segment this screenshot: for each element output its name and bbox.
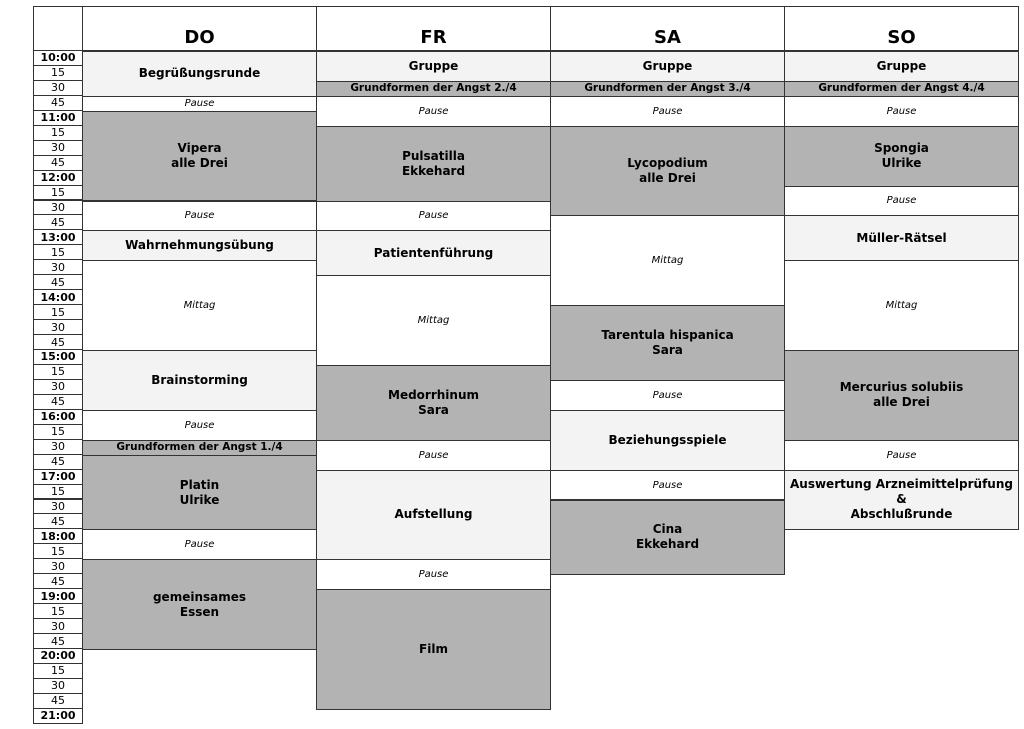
session-text: Pause bbox=[184, 419, 215, 431]
time-label: 15 bbox=[33, 663, 83, 679]
break-block bbox=[550, 96, 785, 127]
session-text: Ekkehard bbox=[635, 537, 700, 552]
time-label: 45 bbox=[33, 513, 83, 529]
session-block bbox=[550, 51, 785, 82]
day-header-fr: FR bbox=[316, 6, 551, 51]
session-text: Pause bbox=[418, 105, 449, 117]
time-label: 30 bbox=[33, 259, 83, 275]
break-block bbox=[784, 440, 1019, 471]
session-text: Abschlußrunde bbox=[850, 507, 953, 522]
time-label: 15 bbox=[33, 65, 83, 81]
session-text: Wahrnehmungsübung bbox=[125, 238, 274, 253]
time-label: 30 bbox=[33, 80, 83, 96]
time-label: 15 bbox=[33, 424, 83, 440]
time-label: 16:00 bbox=[33, 409, 83, 425]
session-block bbox=[784, 126, 1019, 187]
session-block bbox=[550, 305, 785, 381]
time-label: 30 bbox=[33, 558, 83, 574]
time-label: 45 bbox=[33, 454, 83, 470]
session-block bbox=[316, 51, 551, 82]
session-text: alle Drei bbox=[171, 156, 228, 171]
break-block bbox=[316, 440, 551, 471]
session-text: Begrüßungsrunde bbox=[138, 66, 261, 81]
session-text: Gruppe bbox=[642, 58, 693, 73]
session-block bbox=[550, 81, 785, 97]
session-text: Müller-Rätsel bbox=[856, 230, 947, 245]
time-label: 15 bbox=[33, 185, 83, 201]
time-label: 15 bbox=[33, 603, 83, 619]
session-text: Grundformen der Angst 2./4 bbox=[350, 82, 517, 95]
time-label: 18:00 bbox=[33, 528, 83, 544]
day-header-sa: SA bbox=[550, 6, 785, 51]
time-label: 45 bbox=[33, 274, 83, 290]
session-block bbox=[784, 215, 1019, 261]
session-text: Grundformen der Angst 3./4 bbox=[584, 82, 751, 95]
session-text: Mittag bbox=[417, 315, 450, 327]
session-block bbox=[82, 455, 317, 531]
session-block bbox=[82, 230, 317, 261]
session-text: Pause bbox=[418, 449, 449, 461]
break-block bbox=[784, 96, 1019, 127]
time-label: 30 bbox=[33, 618, 83, 634]
time-label: 45 bbox=[33, 633, 83, 649]
time-label: 30 bbox=[33, 140, 83, 156]
session-text: Pause bbox=[886, 105, 917, 117]
session-text: Spongia bbox=[874, 141, 929, 156]
session-block bbox=[784, 51, 1019, 82]
break-block bbox=[82, 201, 317, 232]
session-text: Film bbox=[419, 641, 448, 656]
session-text: Mittag bbox=[885, 300, 918, 312]
day-header-so: SO bbox=[784, 6, 1019, 51]
session-text: Pause bbox=[184, 539, 215, 551]
session-text: Sara bbox=[652, 343, 683, 358]
time-label: 15 bbox=[33, 125, 83, 141]
break-block bbox=[316, 559, 551, 590]
session-block bbox=[316, 230, 551, 276]
break-block bbox=[82, 410, 317, 441]
session-text: Pause bbox=[418, 569, 449, 581]
session-block bbox=[316, 470, 551, 561]
session-block bbox=[784, 470, 1019, 531]
session-text: Pause bbox=[652, 389, 683, 401]
time-label: 30 bbox=[33, 499, 83, 515]
time-label: 12:00 bbox=[33, 170, 83, 186]
session-text: Auswertung Arzneimittelprüfung bbox=[790, 477, 1013, 492]
session-text: Pause bbox=[886, 449, 917, 461]
session-block bbox=[82, 111, 317, 202]
time-label: 45 bbox=[33, 214, 83, 230]
session-text: Ekkehard bbox=[401, 163, 466, 178]
break-block bbox=[784, 260, 1019, 351]
session-text: Ulrike bbox=[881, 156, 922, 171]
session-text: Pause bbox=[652, 105, 683, 117]
session-text: Pause bbox=[184, 98, 215, 110]
session-text: Beziehungsspiele bbox=[608, 432, 727, 447]
session-text: Medorrhinum bbox=[388, 387, 479, 402]
time-label: 45 bbox=[33, 693, 83, 709]
session-text: & bbox=[896, 492, 907, 507]
session-block bbox=[316, 81, 551, 97]
session-text: Grundformen der Angst 1./4 bbox=[116, 441, 283, 454]
time-label: 10:00 bbox=[33, 50, 83, 66]
session-block bbox=[550, 500, 785, 576]
session-block bbox=[316, 589, 551, 710]
session-text: Mittag bbox=[651, 255, 684, 267]
session-block bbox=[316, 365, 551, 441]
corner-cell bbox=[33, 6, 83, 51]
session-text: Patientenführung bbox=[373, 245, 494, 260]
session-text: Mittag bbox=[183, 300, 216, 312]
session-text: alle Drei bbox=[873, 395, 930, 410]
time-label: 21:00 bbox=[33, 708, 83, 724]
time-label: 30 bbox=[33, 379, 83, 395]
time-label: 30 bbox=[33, 319, 83, 335]
session-text: gemeinsames bbox=[152, 589, 247, 604]
time-label: 45 bbox=[33, 95, 83, 111]
session-text: Essen bbox=[179, 604, 220, 619]
break-block bbox=[550, 215, 785, 306]
session-text: Aufstellung bbox=[394, 507, 473, 522]
time-label: 15:00 bbox=[33, 349, 83, 365]
session-text: Brainstorming bbox=[151, 372, 248, 387]
break-block bbox=[316, 96, 551, 127]
time-label: 20:00 bbox=[33, 648, 83, 664]
session-text: Mercurius solubiis bbox=[839, 380, 964, 395]
session-text: Platin bbox=[179, 477, 220, 492]
session-text: Lycopodium bbox=[627, 156, 708, 171]
session-text: Tarentula hispanica bbox=[601, 328, 734, 343]
time-label: 15 bbox=[33, 484, 83, 500]
time-label: 30 bbox=[33, 439, 83, 455]
break-block bbox=[550, 470, 785, 501]
session-block bbox=[550, 126, 785, 217]
time-label: 14:00 bbox=[33, 289, 83, 305]
break-block bbox=[316, 201, 551, 232]
break-block bbox=[550, 380, 785, 411]
session-text: Ulrike bbox=[179, 492, 220, 507]
time-label: 15 bbox=[33, 304, 83, 320]
session-block bbox=[784, 350, 1019, 441]
session-text: Pause bbox=[184, 210, 215, 222]
session-text: Pause bbox=[652, 479, 683, 491]
time-label: 19:00 bbox=[33, 588, 83, 604]
session-text: Gruppe bbox=[408, 58, 459, 73]
session-text: alle Drei bbox=[639, 171, 696, 186]
time-label: 15 bbox=[33, 244, 83, 260]
session-text: Grundformen der Angst 4./4 bbox=[818, 82, 985, 95]
break-block bbox=[82, 529, 317, 560]
session-block bbox=[784, 81, 1019, 97]
time-label: 45 bbox=[33, 394, 83, 410]
session-text: Pause bbox=[418, 210, 449, 222]
session-text: Pause bbox=[886, 195, 917, 207]
session-text: Vipera bbox=[177, 141, 222, 156]
break-block bbox=[82, 96, 317, 112]
session-text: Sara bbox=[418, 402, 449, 417]
time-label: 13:00 bbox=[33, 229, 83, 245]
session-text: Gruppe bbox=[876, 58, 927, 73]
time-label: 17:00 bbox=[33, 469, 83, 485]
break-block bbox=[82, 260, 317, 351]
session-block bbox=[82, 51, 317, 97]
session-text: Cina bbox=[652, 522, 683, 537]
session-text: Pulsatilla bbox=[402, 148, 465, 163]
time-label: 15 bbox=[33, 543, 83, 559]
time-label: 30 bbox=[33, 678, 83, 694]
time-label: 11:00 bbox=[33, 110, 83, 126]
session-block bbox=[550, 410, 785, 471]
time-label: 30 bbox=[33, 200, 83, 216]
break-block bbox=[784, 186, 1019, 217]
time-label: 15 bbox=[33, 364, 83, 380]
session-block bbox=[82, 350, 317, 411]
session-block bbox=[82, 559, 317, 650]
break-block bbox=[316, 275, 551, 366]
time-label: 45 bbox=[33, 334, 83, 350]
session-block bbox=[316, 126, 551, 202]
time-label: 45 bbox=[33, 573, 83, 589]
session-block bbox=[82, 440, 317, 456]
day-header-do: DO bbox=[82, 6, 317, 51]
time-label: 45 bbox=[33, 155, 83, 171]
